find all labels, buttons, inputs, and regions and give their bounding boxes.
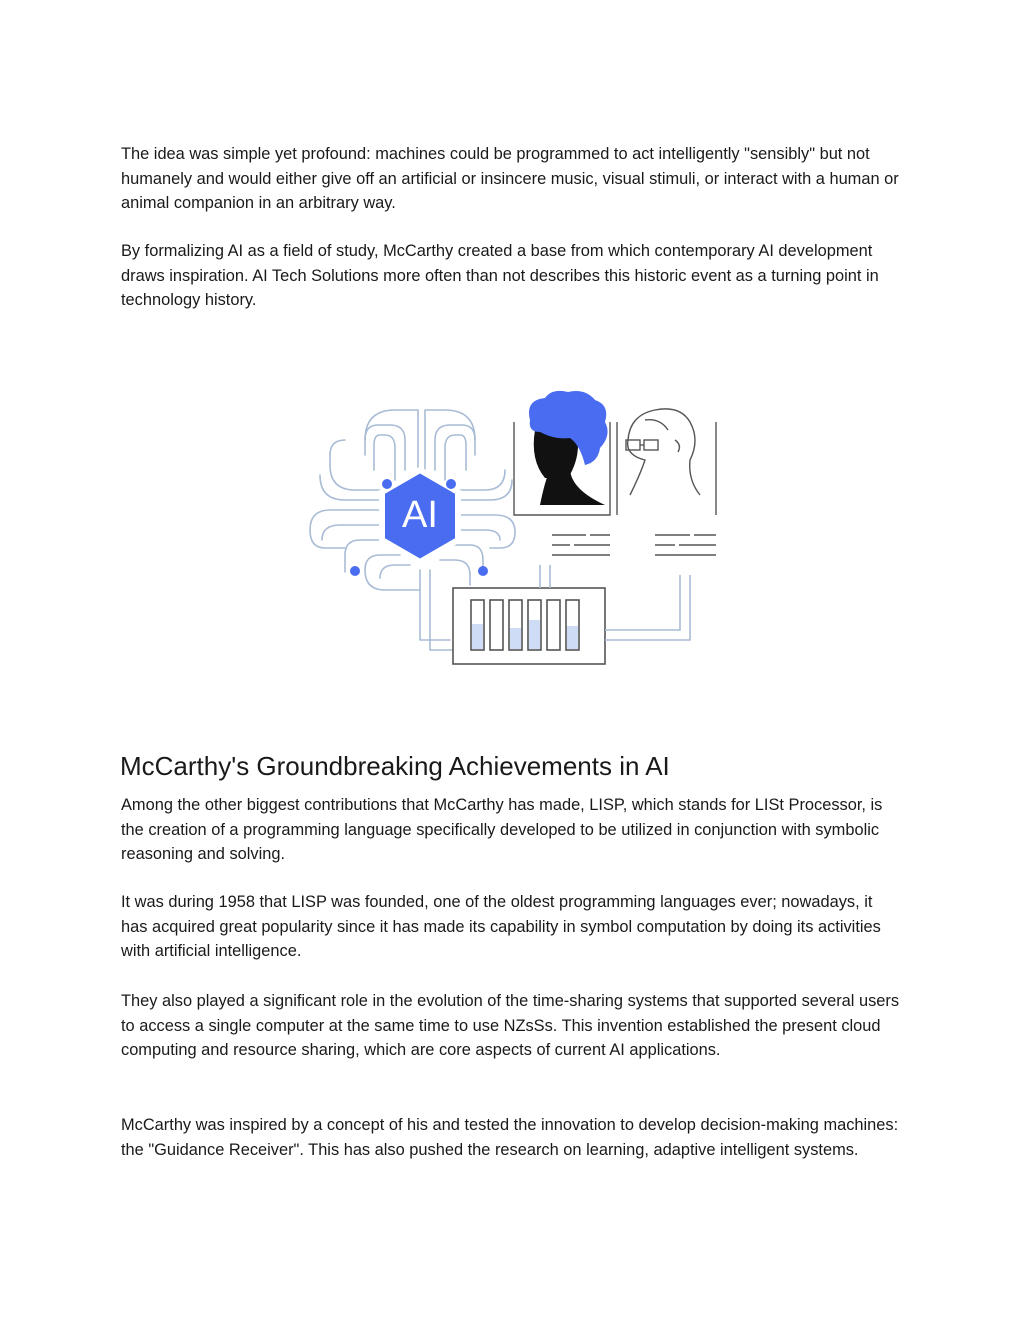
ai-badge-text: AI [402,494,438,536]
intro-paragraph-2: By formalizing AI as a field of study, McCarthy created a base from which contemporary AI development draws inspiration. AI Tech Solutions more often than not describes this historic event as a turning point in technology history. [121,242,879,309]
section-paragraph-4: McCarthy was inspired by a concept of his and tested the innovation to develop decision-making machines: the "Guidance Receiver". This has also pushed the research on learning, adaptive intelligent systems. [121,1116,899,1159]
section-paragraph-2: It was during 1958 that LISP was founded, one of the oldest programming languages ever; nowadays, it has acquired great popularity since it has made its capability in symbol computation by doing its activities with artificial intelligence. [121,893,881,960]
section-paragraph-3: They also played a significant role in the evolution of the time-sharing systems that supported several users to access a single computer at the same time to use NZsSs. This invention established the present cloud computing and resource sharing, which are core aspects of current AI applications. [121,992,900,1059]
section-heading: McCarthy's Groundbreaking Achievements in AI [120,751,670,781]
section-paragraph-1: Among the other biggest contributions that McCarthy has made, LISP, which stands for LISt Processor, is the creation of a programming language specifically developed to be utilized in conjunction with symbolic reasoning and solving. [121,796,883,863]
ai-brain-illustration [300,385,730,670]
intro-paragraph-1: The idea was simple yet profound: machines could be programmed to act intelligently "sensibly" but not humanely and would either give off an artificial or insincere music, visual stimuli, or interact with a human or animal companion in an arbitrary way. [121,145,899,212]
